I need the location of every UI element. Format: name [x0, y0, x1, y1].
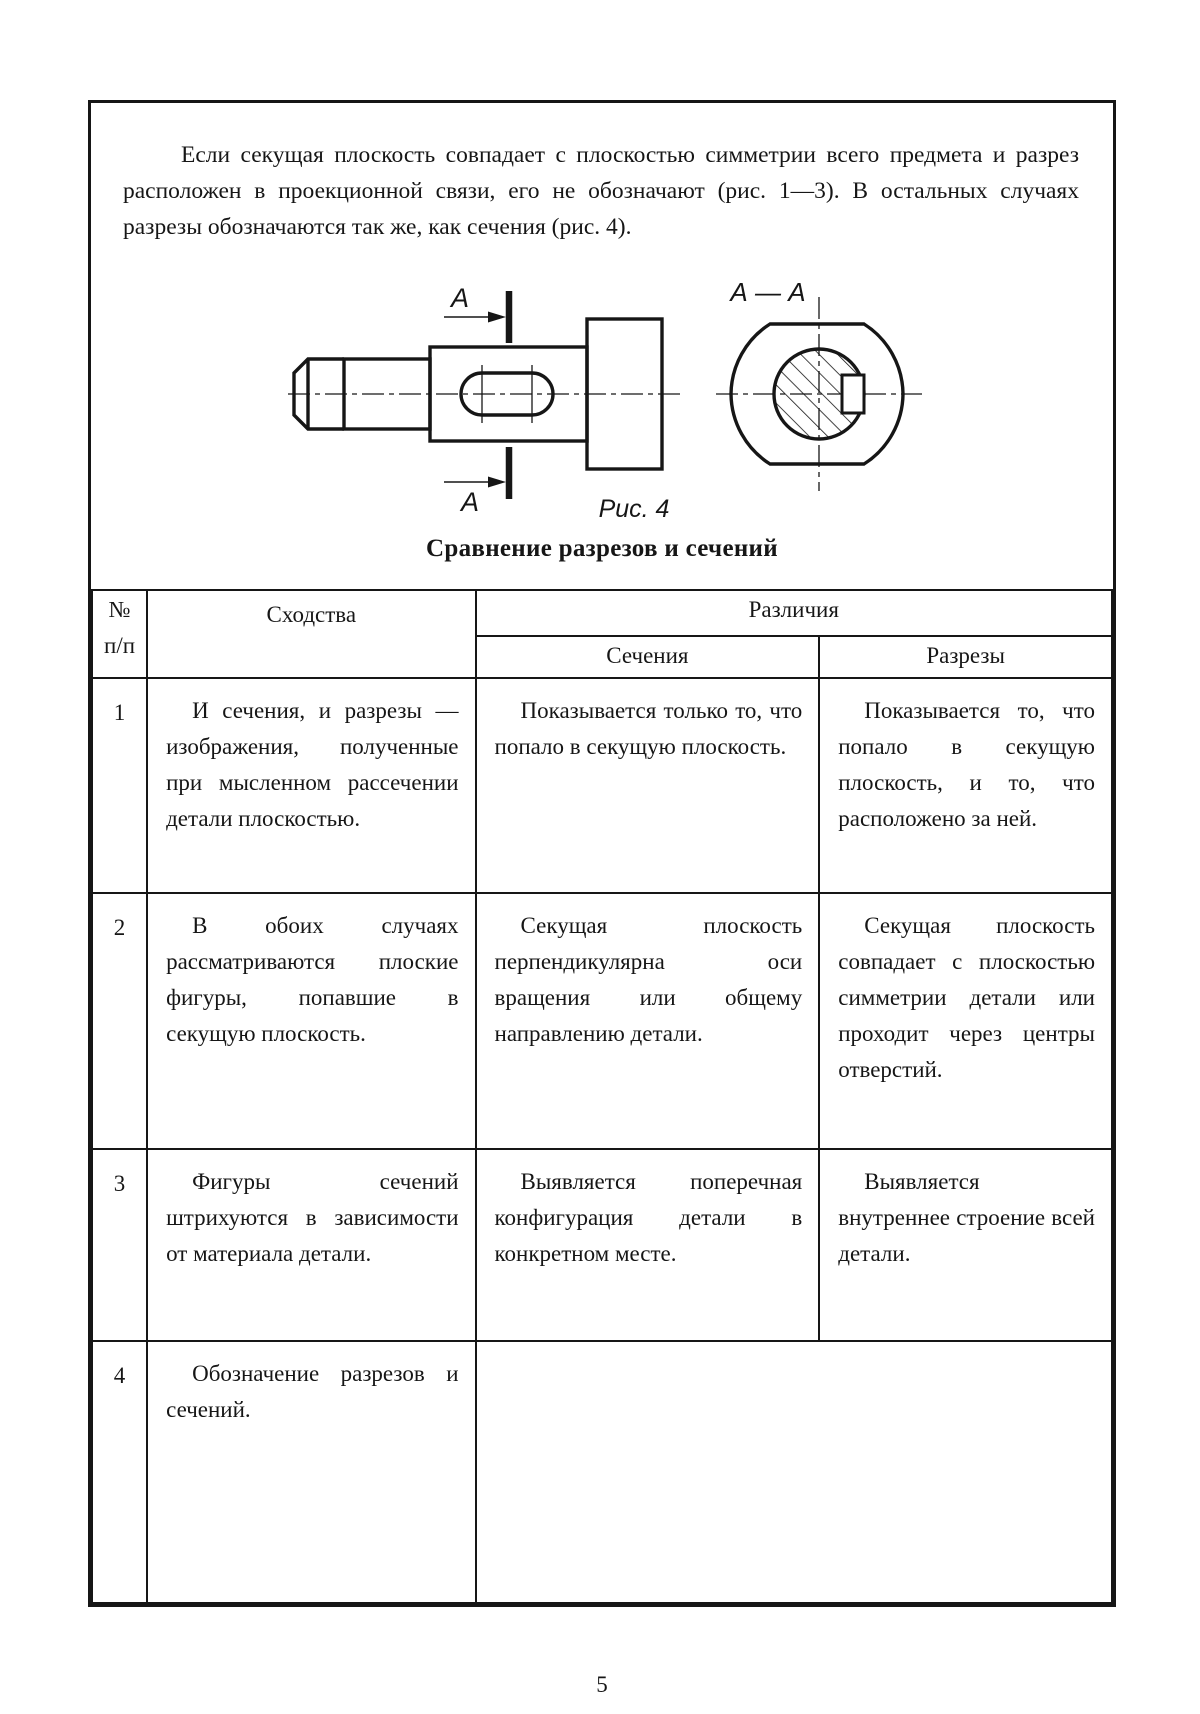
- header-similarities: Сходства: [147, 590, 475, 678]
- header-sections: Сечения: [476, 636, 820, 678]
- section-arrowhead-bottom: [488, 477, 506, 488]
- section-label-top: А: [450, 283, 470, 313]
- page-number: 5: [596, 1672, 608, 1697]
- table-row: [92, 1149, 1112, 1341]
- row2-similarity: В обоих случаях рассматриваются плоские фигуры, попавшие в секущую плоскость.: [147, 893, 475, 1149]
- table-title: Сравнение разрезов и сечений: [426, 535, 778, 562]
- row2-num: 2: [92, 893, 147, 1149]
- front-view: [288, 291, 680, 499]
- header-differences: Различия: [476, 590, 1112, 636]
- row4-num: 4: [92, 1341, 147, 1603]
- figure-4: [91, 259, 1113, 525]
- row3-similarity: Фигуры сечений штрихуются в зависимости от материала детали.: [147, 1149, 475, 1341]
- section-arrowhead-top: [488, 312, 506, 323]
- header-num-line1: №: [108, 597, 131, 622]
- technical-drawing: [282, 259, 922, 525]
- header-num-line2: п/п: [104, 633, 136, 658]
- row1-num: 1: [92, 678, 147, 893]
- row1-section: Показывается только то, что попало в секущую плоскость.: [476, 678, 820, 893]
- table-row: [92, 1341, 1112, 1603]
- intro-paragraph: Если секущая плоскость совпадает с плоскостью симметрии всего предмета и разрез расположен в проекционной связи, его не обозначают (рис. 1—3). В остальных случаях разрезы обозначаются так же, как сечения (рис. 4).: [123, 142, 1079, 240]
- row4-similarity: Обозначение разрезов и сечений.: [147, 1341, 475, 1603]
- section-label-bottom: А: [460, 487, 480, 517]
- keyway-notch: [842, 375, 864, 413]
- row1-similarity: И сечения, и разрезы — изображения, полученные при мысленном рассечении детали плоскостью.: [147, 678, 475, 893]
- row3-section: Выявляется поперечная конфигурация детали в конкретном месте.: [476, 1149, 820, 1341]
- section-view: [716, 297, 922, 491]
- content-frame: [88, 100, 1116, 1607]
- row2-section: Секущая плоскость перпендикулярна оси вращения или общему направлению детали.: [476, 893, 820, 1149]
- row3-num: 3: [92, 1149, 147, 1341]
- row1-cut: Показывается то, что попало в секущую плоскость, и то, что расположено за ней.: [819, 678, 1112, 893]
- header-row-1: [92, 590, 1112, 636]
- row4-differences-empty: [476, 1341, 1112, 1603]
- section-view-label: А — А: [730, 277, 806, 307]
- table-row: [92, 893, 1112, 1149]
- row2-cut: Секущая плоскость совпадает с плоскостью симметрии детали или проходит через центры отверстий.: [819, 893, 1112, 1149]
- comparison-table: [91, 589, 1113, 1604]
- row3-cut: Выявляется внутреннее строение всей детали.: [819, 1149, 1112, 1341]
- header-num: [92, 590, 147, 678]
- figure-caption: Рис. 4: [598, 495, 670, 523]
- header-cuts: Разрезы: [819, 636, 1112, 678]
- table-row: [92, 678, 1112, 893]
